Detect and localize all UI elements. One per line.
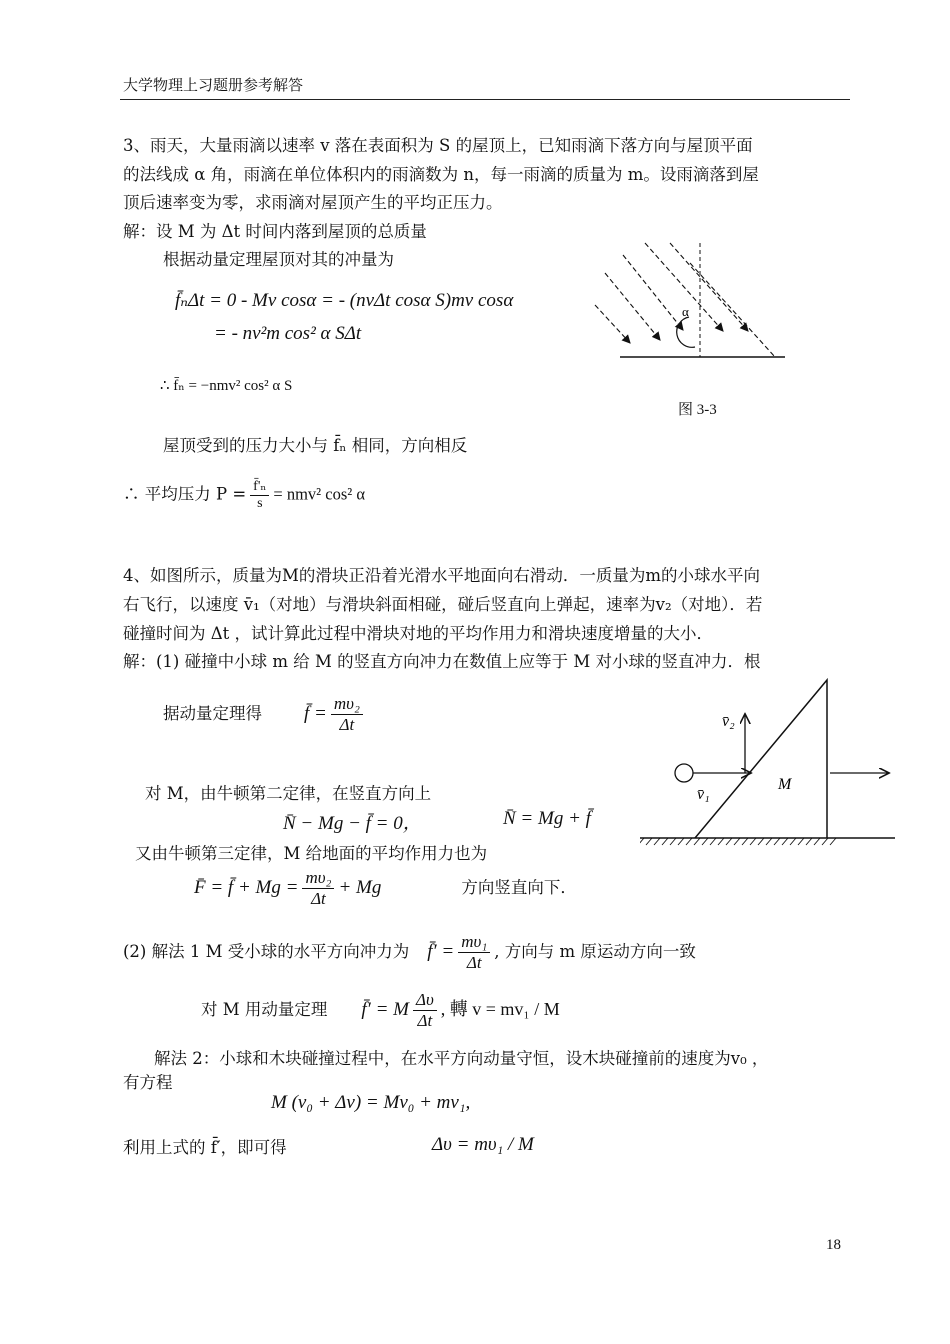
p4-line1: 4、如图所示，质量为M的滑块正沿着光滑水平地面向右滑动．一质量为m的小球水平向 — [123, 566, 761, 585]
f-num: mυ₂ — [331, 694, 363, 715]
p4-eqN2: N̄ = Mg + f̄ — [503, 808, 591, 829]
eq4-num: f̄'ₙ — [250, 478, 269, 496]
raindrop-line — [623, 255, 683, 330]
method2-line1: 解法 2：小球和木块碰撞过程中，在水平方向动量守恒，设木块碰撞前的速度为v₀ ， — [154, 1049, 769, 1068]
mom-fraction — [413, 990, 437, 1031]
F-lhs: F̄ = f̄ + Mg = — [194, 877, 299, 898]
F-num: mυ₂ — [302, 868, 334, 889]
p4-f-equation — [163, 694, 367, 735]
p3-line1: 3、雨天，大量雨滴以速率 v 落在表面积为 S 的屋顶上，已知雨滴下落方向与屋顶平面 — [123, 136, 753, 155]
final-result — [123, 1134, 287, 1158]
header-rule — [120, 99, 850, 100]
mom-num: Δυ — [413, 990, 437, 1011]
M-label: M — [778, 776, 792, 793]
p3-solution-line1: 解：设 M 为 Δt 时间内落到屋顶的总质量 — [123, 222, 427, 241]
header-title: 大学物理上习题册参考解答 — [123, 76, 304, 94]
angle-arc — [677, 317, 695, 347]
v2-label: v̄₂ — [722, 713, 735, 730]
p4-sol2-prefix: 据动量定理得 — [163, 704, 262, 723]
ball — [675, 764, 693, 782]
p4-part2 — [123, 932, 696, 973]
f-den: Δt — [339, 715, 355, 734]
conservation-equation: M (v₀ + Δv) = Mv₀ + mv₁, — [271, 1092, 471, 1113]
raindrop-line — [690, 263, 775, 357]
mom-lhs: f̄′ = M — [361, 999, 409, 1020]
p3-equation-2: = - nv²m cos² α SΔt — [214, 323, 362, 344]
v1-label: v̄₁ — [697, 786, 710, 803]
final-prefix: 利用上式的 f̄′，即可得 — [123, 1138, 287, 1157]
momentum-prefix: 对 M 用动量定理 — [201, 1000, 328, 1019]
part2-prefix: (2) 解法 1 M 受小球的水平方向冲力为 — [123, 942, 410, 961]
raindrop-line — [595, 305, 630, 343]
fp-fraction — [458, 932, 490, 973]
p4-newton2: 对 M，由牛顿第二定律，在竖直方向上 — [145, 784, 432, 803]
figure-caption: 图 3-3 — [678, 402, 717, 418]
page-number: 18 — [826, 1237, 841, 1253]
p4-solution-line1: 解：(1) 碰撞中小球 m 给 M 的竖直方向冲力在数值上应等于 M 对小球的竖直冲力．根 — [123, 652, 761, 671]
method2-line2: 有方程 — [123, 1073, 173, 1092]
wedge-block — [695, 680, 827, 838]
fp-den: Δt — [466, 953, 482, 972]
F-direction: 方向竖直向下． — [461, 878, 577, 897]
eq4-prefix: ∴ 平均压力 P = — [123, 484, 247, 504]
F-rhs: + Mg — [338, 877, 382, 898]
eq4-fraction — [250, 478, 269, 512]
p4-newton3: 又由牛顿第三定律，M 给地面的平均作用力也为 — [135, 844, 488, 863]
fp-num: mυ₁ — [458, 932, 490, 953]
p3-equation-3: ∴ f̄ₙ = −nmv² cos² α S — [160, 378, 293, 394]
p3-pressure-text: 屋顶受到的压力大小与 f̄ₙ 相同，方向相反 — [163, 436, 468, 455]
eq4-rhs: = nmv² cos² α — [273, 484, 365, 504]
mom-rhs: , 轉 v = mv₁ / M — [440, 999, 560, 1019]
p4-line2: 右飞行，以速度 v̄₁（对地）与滑块斜面相碰，碰后竖直向上弹起，速率为v₂（对地）．若 — [123, 595, 763, 614]
mom-den: Δt — [417, 1011, 433, 1030]
p3-line2: 的法线成 α 角，雨滴在单位体积内的雨滴数为 n，每一雨滴的质量为 m。设雨滴落到屋 — [123, 165, 759, 184]
part2-suffix: , 方向与 m 原运动方向一致 — [494, 942, 696, 961]
F-den: Δt — [311, 889, 326, 908]
p3-line3: 顶后速率变为零，求雨滴对屋顶产生的平均正压力。 — [123, 193, 503, 212]
f-fraction — [331, 694, 363, 735]
f-lhs: f̄ = — [304, 703, 327, 724]
rain-figure — [585, 235, 800, 370]
F-fraction — [302, 868, 334, 909]
fp-lhs: f̄′ = — [427, 941, 455, 962]
ground-hatching — [640, 838, 836, 845]
eq4-den: s — [257, 496, 263, 511]
alpha-label: α — [682, 304, 689, 319]
p4-line3: 碰撞时间为 Δt ，试计算此过程中滑块对地的平均作用力和滑块速度增量的大小． — [123, 624, 714, 643]
final-equation: Δυ = mυ₁ / M — [432, 1134, 534, 1155]
p4-momentum — [201, 990, 560, 1031]
p4-eqN1: N̄ − Mg − f̄ = 0， — [283, 813, 422, 834]
p3-equation-1: f̄ₙΔt = 0 - Mv cosα = - (nvΔt cosα S)mv cosα — [175, 290, 514, 311]
p4-F-equation — [194, 868, 577, 909]
collision-figure — [640, 670, 900, 850]
p3-solution-line2: 根据动量定理屋顶对其的冲量为 — [163, 250, 394, 269]
raindrop-line — [605, 273, 660, 340]
p3-equation-4 — [123, 478, 365, 512]
